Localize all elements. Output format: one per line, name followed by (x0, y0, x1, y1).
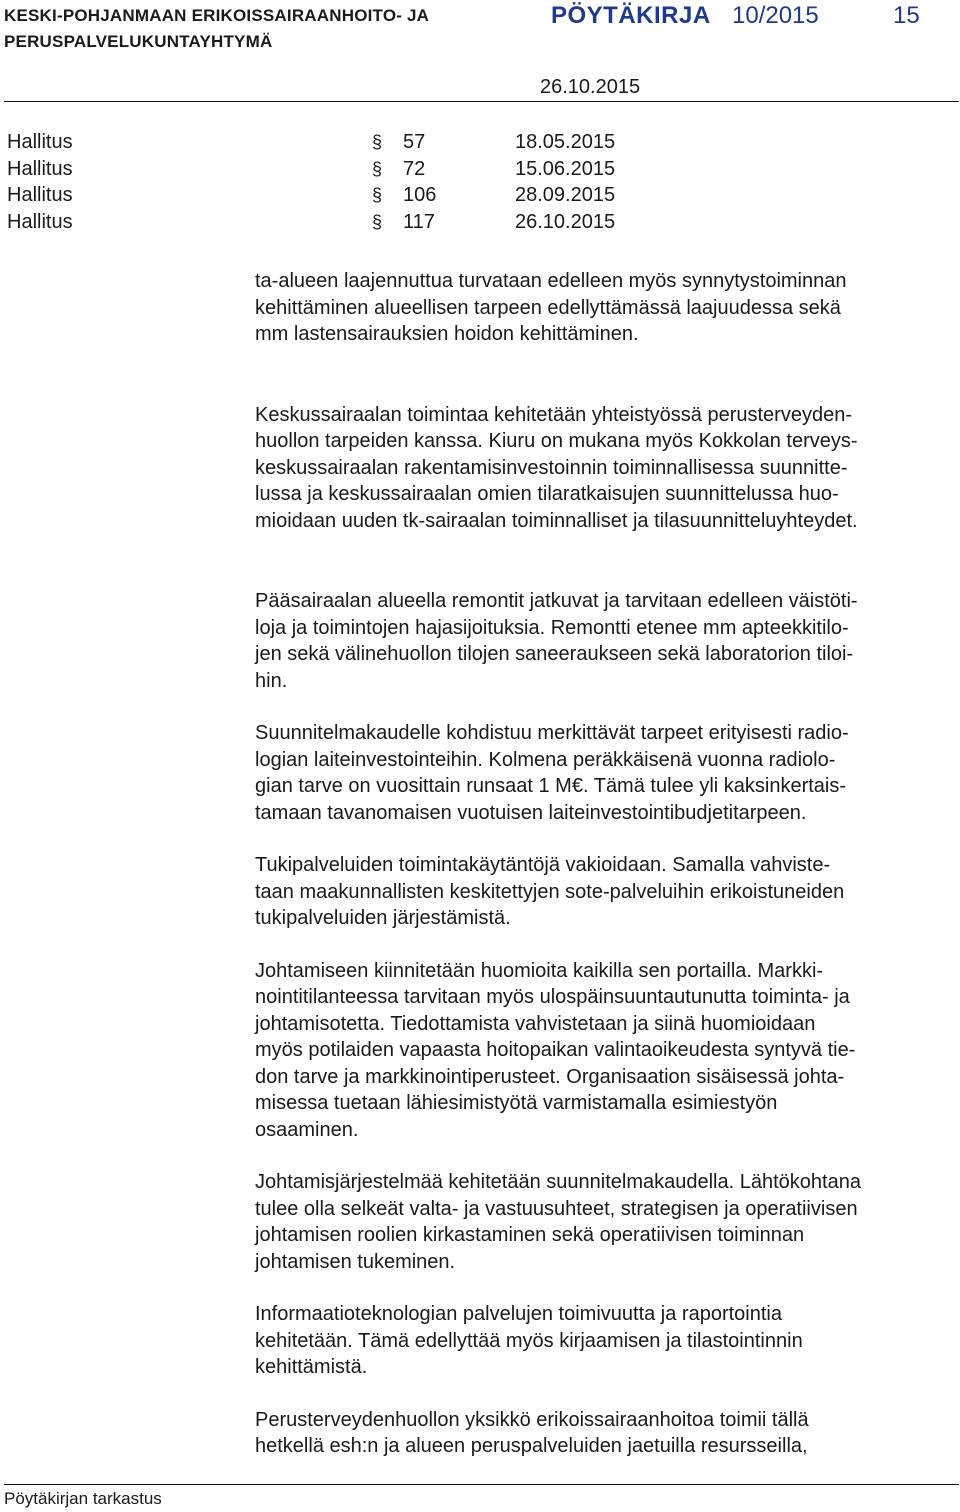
text-line: nointitilanteessa tarvitaan myös ulospäinsuuntautunutta toiminta- ja (255, 986, 850, 1008)
text-line: Tukipalveluiden toimintakäytäntöjä vakioidaan. Samalla vahviste- (255, 854, 831, 876)
reference-date: 28.09.2015 (515, 184, 616, 206)
paragraph (255, 268, 960, 348)
reference-row (7, 211, 707, 238)
text-line: lussa ja keskussairaalan omien tilaratkaisujen suunnittelussa huo- (255, 483, 839, 505)
text-line: myös potilaiden vapaasta hoitopaikan valintaoikeudesta syntyvä tie- (255, 1039, 856, 1061)
text-line: keskussairaalan rakentamisinvestoinnin toiminnallisessa suunnitte- (255, 456, 848, 479)
text-line: misessa tuetaan lähiesimistyötä varmistamalla esimiestyön (255, 1092, 778, 1114)
document-type: PÖYTÄKIRJA (551, 2, 711, 29)
footer-label: Pöytäkirjan tarkastus (4, 1489, 162, 1508)
text-line: osaaminen. (255, 1118, 359, 1141)
references-list (7, 131, 707, 237)
reference-date: 26.10.2015 (515, 210, 616, 233)
text-line: mm lastensairauksien hoidon kehittäminen. (255, 323, 639, 345)
reference-date: 15.06.2015 (515, 157, 616, 180)
text-line: kehittäminen alueellisen tarpeen edellyttämässä laajuudessa sekä (255, 296, 841, 319)
text-line: Johtamiseen kiinnitetään huomioita kaikilla sen portailla. Markki- (255, 959, 824, 982)
text-line: mioidaan uuden tk-sairaalan toiminnalliset ja tilasuunnitteluyhteydet. (255, 509, 858, 532)
reference-row (7, 131, 707, 158)
text-line: Perusterveydenhuollon yksikkö erikoissairaanhoitoa toimii tällä (255, 1408, 809, 1431)
text-line: johtamisotetta. Tiedottamista vahvistetaan ja siinä huomioidaan (255, 1012, 816, 1035)
paragraph (255, 852, 960, 932)
paragraph (255, 958, 960, 1144)
text-line: Keskussairaalan toimintaa kehitetään yhteistyössä perusterveyden- (255, 403, 852, 426)
document-number: 10/2015 (732, 2, 819, 29)
text-line: kehitetään. Tämä edellyttää myös kirjaamisen ja tilastointinnin (255, 1329, 803, 1352)
paragraph (255, 1407, 960, 1460)
reference-org: Hallitus (7, 131, 73, 153)
text-line: jen sekä välinehuollon tilojen saneeraukseen sekä laboratorion tiloi- (255, 643, 854, 665)
text-line: johtamisen roolien kirkastaminen sekä operatiivisen toiminnan (255, 1224, 805, 1246)
reference-org: Hallitus (7, 184, 73, 206)
reference-row (7, 158, 707, 185)
paragraph (255, 402, 960, 535)
text-line: tulee olla selkeät valta- ja vastuusuhteet, strategisen ja operatiivisen (255, 1197, 858, 1220)
minutes-body (255, 268, 960, 1460)
text-line: johtamisen tukeminen. (255, 1250, 456, 1273)
text-line: hin. (255, 669, 288, 692)
text-line: tukipalveluiden järjestämistä. (255, 907, 511, 929)
section-icon: § (372, 211, 383, 232)
section-icon: § (372, 132, 383, 152)
text-line: ta-alueen laajennuttua turvataan edelleen myös synnytystoiminnan (255, 270, 847, 292)
text-line: kehittämistä. (255, 1356, 368, 1378)
footer-divider (4, 1484, 959, 1485)
text-line: Suunnitelmakaudelle kohdistuu merkittävät tarpeet erityisesti radio- (255, 722, 849, 744)
text-line: huollon tarpeiden kanssa. Kiuru on mukana myös Kokkolan terveys- (255, 430, 858, 452)
paragraph (255, 588, 960, 694)
paragraph (255, 720, 960, 826)
text-line: loja ja toimintojen hajasijoituksia. Remontti etenee mm apteekkitilo- (255, 616, 849, 639)
section-icon: § (372, 158, 383, 179)
reference-number: 117 (403, 210, 435, 233)
text-line: logian laiteinvestointeihin. Kolmena peräkkäisenä vuonna radiolo- (255, 748, 836, 771)
paragraph (255, 1301, 960, 1381)
text-line: don tarve ja markkinointiperusteet. Organisaation sisäisessä johta- (255, 1065, 845, 1088)
reference-number: 57 (403, 131, 426, 153)
paragraph (255, 1169, 960, 1275)
text-line: Pääsairaalan alueella remontit jatkuvat ja tarvitaan edelleen väistöti- (255, 590, 858, 612)
reference-date: 18.05.2015 (515, 131, 616, 153)
reference-number: 106 (403, 184, 437, 206)
text-line: tamaan tavanomaisen vuotuisen laiteinvestointibudjetitarpeen. (255, 801, 807, 824)
header-divider (4, 101, 959, 102)
reference-number: 72 (403, 157, 426, 180)
text-line: taan maakunnallisten keskitettyjen sote-palveluihin erikoistuneiden (255, 880, 845, 903)
org-line-1: KESKI-POHJANMAAN ERIKOISSAIRAANHOITO- JA (4, 6, 430, 25)
reference-row (7, 184, 707, 211)
section-icon: § (372, 185, 383, 205)
text-line: hetkellä esh:n ja alueen peruspalveluiden jaetuilla resursseilla, (255, 1435, 808, 1457)
text-line: Informaatioteknologian palvelujen toimivuutta ja raportointia (255, 1303, 782, 1325)
text-line: gian tarve on vuosittain runsaat 1 M€. Tämä tulee yli kaksinkertais- (255, 775, 847, 797)
organization-name (4, 3, 429, 55)
text-line: Johtamisjärjestelmää kehitetään suunnitelmakaudella. Lähtökohtana (255, 1171, 861, 1193)
reference-org: Hallitus (7, 157, 73, 180)
page-number: 15 (893, 2, 920, 29)
org-line-2: PERUSPALVELUKUNTAYHTYMÄ (4, 32, 273, 51)
reference-org: Hallitus (7, 210, 73, 233)
meeting-date: 26.10.2015 (540, 76, 641, 98)
